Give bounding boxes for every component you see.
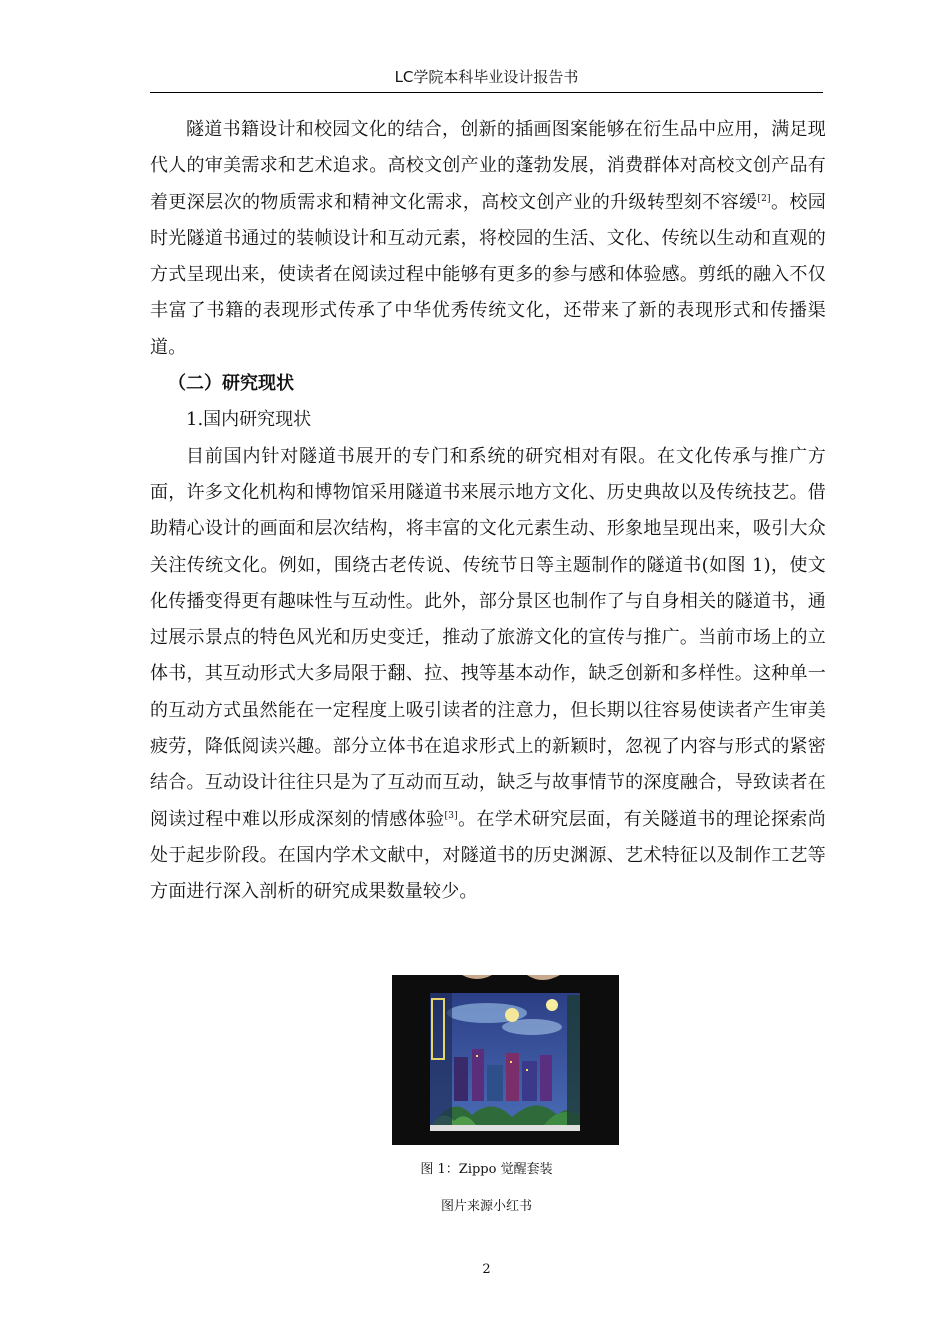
paragraph-2 bbox=[150, 439, 826, 911]
paragraph-1-text-a: 隧道书籍设计和校园文化的结合，创新的插画图案能够在衍生品中应用，满足现代人的审美需求和艺术追求。高校文创产业的蓬勃发展，消费群体对高校文创产品有着更深层次的物质需求和精神文化需求，高校文创产业的升级转型刻不容缓 bbox=[150, 119, 826, 213]
figure-source: 图片来源小红书 bbox=[440, 1199, 532, 1214]
page-header bbox=[150, 64, 823, 93]
subsection-heading: 1.国内研究现状 bbox=[186, 409, 312, 431]
paragraph-2-text-a: 目前国内针对隧道书展开的专门和系统的研究相对有限。在文化传承与推广方面，许多文化机构和博物馆采用隧道书来展示地方文化、历史典故以及传统技艺。借助精心设计的画面和层次结构，将丰富的文化元素生动、形象地呈现出来，吸引大众关注传统文化。例如，围绕古老传说、传统节日等主题制作的隧道书(如图 1)，使文化传播变得更有趣味性与互动性。此外，部分景区也制作了与自身相关的隧道书，通过展示景点的特色风光和历史变迁，推动了旅游文化的宣传与推广。当前市场上的立体书，其互动形式大多局限于翻、拉、拽等基本动作，缺乏创新和多样性。这种单一的互动方式虽然能在一定程度上吸引读者的注意力，但长期以往容易使读者产生审美疲劳，降低阅读兴趣。部分立体书在追求形式上的新颖时，忽视了内容与形式的紧密结合。互动设计往往只是为了互动而互动，缺乏与故事情节的深度融合，导致读者在阅读过程中难以形成深刻的情感体验 bbox=[150, 445, 826, 830]
body-text bbox=[150, 112, 826, 911]
paragraph-2-text-b: 。在学术研究层面，有关隧道书的理论探索尚处于起步阶段。在国内学术文献中，对隧道书的历史渊源、艺术特征以及制作工艺等方面进行深入剖析的研究成果数量较少。 bbox=[150, 808, 827, 903]
figure-tunnel-book-photo bbox=[392, 975, 619, 1145]
tunnel-book-illustration bbox=[392, 975, 619, 1145]
citation-2: [2] bbox=[757, 193, 771, 204]
section-heading: （二）研究现状 bbox=[168, 373, 294, 395]
header-title: LC学院本科毕业设计报告书 bbox=[394, 68, 579, 86]
figure-caption: 图 1：Zippo 觉醒套装 bbox=[420, 1162, 553, 1177]
paragraph-1-text-b: 。校园时光隧道书通过的装帧设计和互动元素，将校园的生活、文化、传统以生动和直观的方式呈现出来，使读者在阅读过程中能够有更多的参与感和体验感。剪纸的融入不仅丰富了书籍的表现形式传承了中华优秀传统文化，还带来了新的表现形式和传播渠道。 bbox=[150, 191, 826, 358]
paragraph-1 bbox=[150, 112, 826, 366]
page-number: 2 bbox=[482, 1262, 491, 1277]
citation-3: [3] bbox=[444, 810, 458, 821]
